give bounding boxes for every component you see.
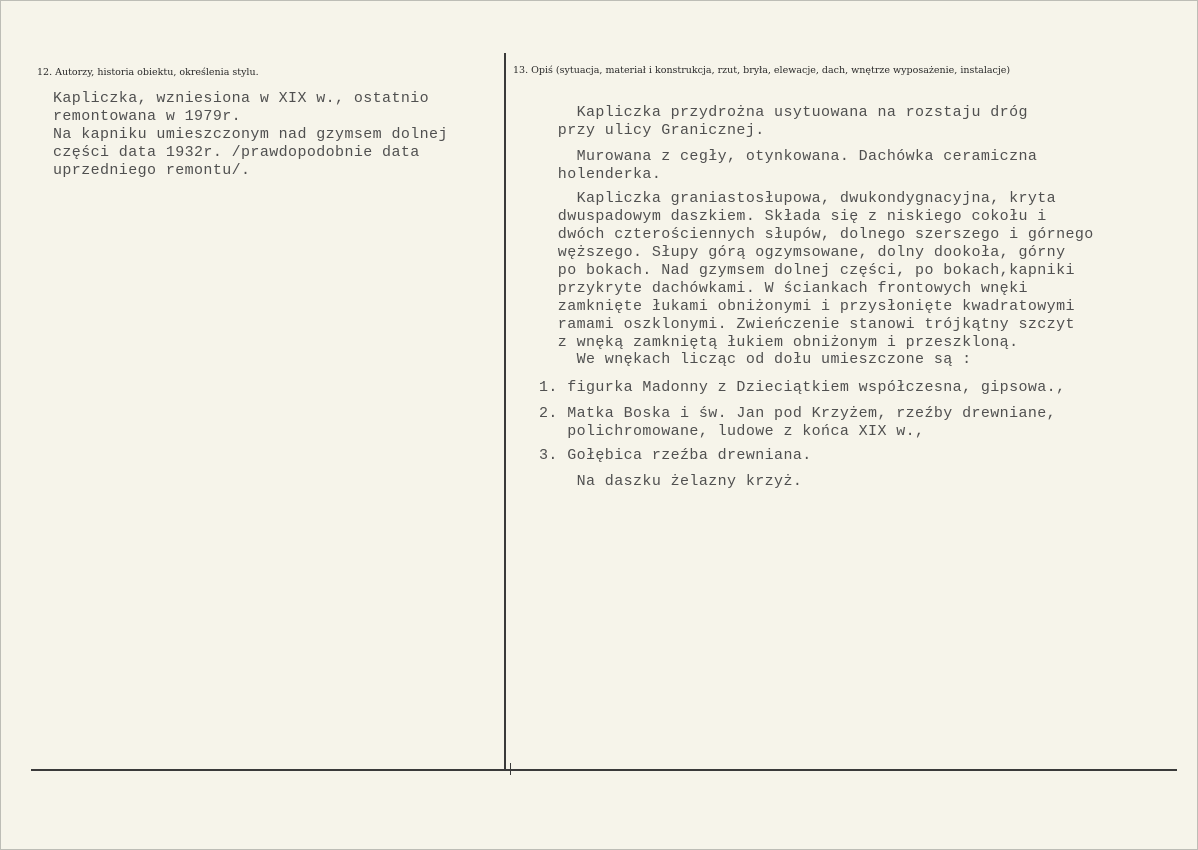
field-label-12: 12. Autorzy, historia obiektu, określenia stylu. <box>37 67 259 78</box>
description-paragraph-structure: Kapliczka graniastosłupowa, dwukondygnacyjna, kryta dwuspadowym daszkiem. Składa się z niskiego cokołu i dwóch czterościennych słupów, dolnego szerszego i górnego węższego. Słupy górą ogzymsowane, dolny dookoła, górny po bokach. Nad gzymsem dolnej części, po bokach,kapniki przykryte dachówkami. W ściankach frontowych wnęki zamknięte łukami obniżonymi i przysłonięte kwadratowymi ramami oszklonymi. Zwieńczenie stanowi trójkątny szczyt z wnęką zamkniętą łukiem obniżonym i przeszkloną. <box>557 190 1094 351</box>
column-divider <box>504 53 506 771</box>
history-text: Kapliczka, wzniesiona w XIX w., ostatnio remontowana w 1979r. Na kapniku umieszczonym nad gzymsem dolnej części data 1932r. /prawdopodobnie data uprzedniego remontu/. <box>53 90 448 179</box>
bottom-rule <box>31 769 1177 771</box>
description-paragraph-material: Murowana z cegły, otynkowana. Dachówka ceramiczna holenderka. <box>557 148 1038 183</box>
description-list-item-3: 3. Gołębica rzeźba drewniana. <box>539 447 812 464</box>
field-label-13: 13. Opiś (sytuacja, materiał i konstrukcja, rzut, bryła, elewacje, dach, wnętrze wyposażenie, instalacje) <box>513 65 1011 76</box>
description-list-item-2: 2. Matka Boska i św. Jan pod Krzyżem, rzeźby drewniane, polichromowane, ludowe z końca XIX w., <box>539 405 1057 440</box>
description-paragraph-niches-intro: We wnękach licząc od dołu umieszczone są : <box>539 351 972 368</box>
description-paragraph-location: Kapliczka przydrożna usytuowana na rozstaju dróg przy ulicy Granicznej. <box>557 104 1028 139</box>
description-paragraph-cross: Na daszku żelazny krzyż. <box>539 473 803 490</box>
description-list-item-1: 1. figurka Madonny z Dzieciątkiem współczesna, gipsowa., <box>539 379 1066 396</box>
